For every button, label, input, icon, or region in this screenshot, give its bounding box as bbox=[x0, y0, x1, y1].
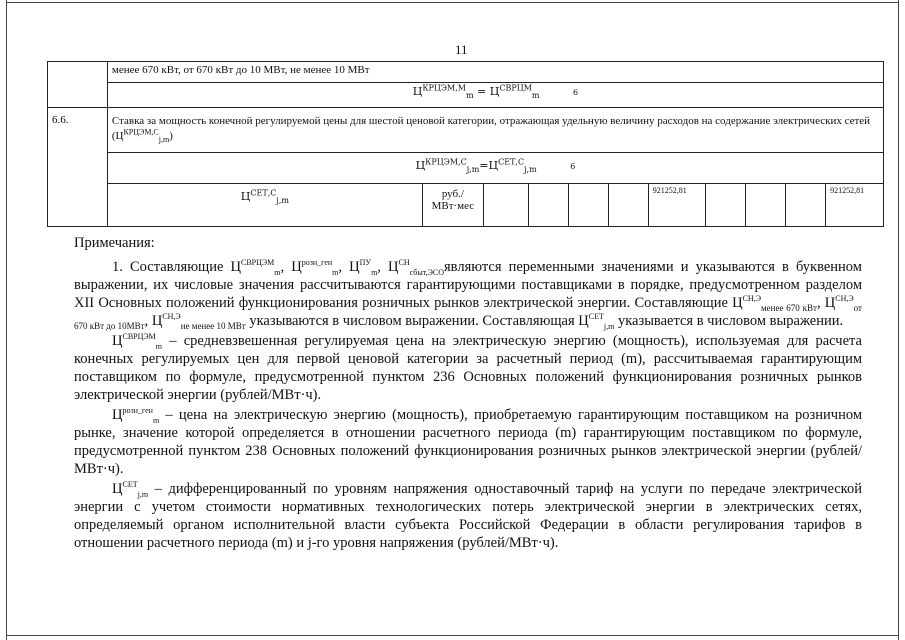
notes-heading: Примечания: bbox=[74, 235, 155, 251]
formula1-eq: = bbox=[473, 85, 490, 98]
formula2-a-sup: КРЦЭМ,С bbox=[425, 157, 467, 167]
note2-text: – средневзвешенная регулируемая цена на электрическую энергию (мощность), используемая для расчета конечных регулируемых цен для первой ценовой категории за расчетный период (m), рассчитываемая гарантирующим поставщиком по формуле, предусмотренной пунктом 236 Основных положений функционирования розничных рынков электрической энергии (рублей/МВт·ч). bbox=[74, 333, 862, 403]
note1-text-a: 1. Составляющие Ц bbox=[112, 259, 241, 275]
data-row-sym-sub: j,m bbox=[276, 196, 289, 206]
formula1-symbol-b: Ц bbox=[489, 85, 500, 98]
row-prev-text: менее 670 кВт, от 670 кВт до 10 МВт, не менее 10 МВт bbox=[107, 62, 883, 83]
formula1-a-sup: КРЦЭМ,М bbox=[422, 83, 466, 93]
page-number: 11 bbox=[455, 42, 468, 57]
formula2-a-sub: j,m bbox=[466, 165, 480, 175]
note1-sym8-sup: СЕТ bbox=[588, 312, 604, 322]
note1-sym1-sup: СВРЦЭМ bbox=[240, 258, 275, 268]
formula-row-2 bbox=[107, 153, 883, 184]
table-cell-empty bbox=[528, 184, 568, 227]
note4-sym-sub: j,m bbox=[137, 489, 149, 499]
note1-sep2: , Ц bbox=[338, 259, 360, 275]
note-paragraph-3 bbox=[74, 406, 862, 478]
note1-sep1: , Ц bbox=[280, 259, 302, 275]
note1-sep3: , Ц bbox=[377, 259, 399, 275]
note1-sym2-sup: розн_ген bbox=[301, 258, 333, 268]
note1-sym7-sup: СН,Э bbox=[162, 312, 181, 322]
table-row bbox=[48, 83, 884, 108]
tariff-table bbox=[47, 61, 884, 227]
formula1-symbol-a: Ц bbox=[412, 85, 423, 98]
note4-text: – дифференцированный по уровням напряжения одноставочный тариф на услуги по передаче электрической энергии с учетом стоимости нормативных технологических потерь электрической энергии в электрических сетях, определяемый органом исполнительной власти субъекта Российской Федерации в области регулирования тарифов в отношении расчетного периода (m) и j-го уровня напряжения (рублей/МВт·ч). bbox=[74, 481, 862, 551]
notes-body bbox=[74, 258, 862, 554]
note4-sym-sup: СЕТ bbox=[122, 480, 138, 490]
table-cell-empty bbox=[48, 62, 108, 108]
note1-sym7-sub: не менее 10 МВт bbox=[180, 320, 246, 331]
formula-row-1 bbox=[107, 83, 883, 108]
note1-sym8-sub: j,m bbox=[603, 321, 615, 331]
data-row-sym-sup: СЕТ,С bbox=[250, 188, 277, 198]
formula1-a-sub: m bbox=[465, 91, 474, 101]
formula2-b-sub: j,m bbox=[524, 165, 537, 175]
table-row bbox=[48, 62, 884, 83]
table-cell-empty bbox=[483, 184, 528, 227]
note3-sym-sub: m bbox=[152, 415, 160, 425]
note1-sep5: , Ц bbox=[816, 295, 836, 311]
row66-text: Ставка за мощность конечной регулируемой цены для шестой ценовой категории, отражающая удельную величину расходов на содержание электрических сетей (Ц bbox=[111, 115, 871, 142]
note2-symbol: Ц bbox=[112, 333, 123, 349]
row66-sym-sub: j,m bbox=[158, 135, 170, 145]
value-cell-2: 921252,81 bbox=[826, 184, 884, 227]
note-paragraph-4 bbox=[74, 480, 862, 552]
formula2-b-sup: СЕТ,С bbox=[498, 157, 525, 167]
formula1-b-sub: m bbox=[531, 91, 540, 101]
table-row bbox=[48, 184, 884, 227]
note3-symbol: Ц bbox=[112, 407, 123, 423]
note1-text-c: указываются в числовом выражении. Составляющая Ц bbox=[245, 313, 589, 329]
note3-text: – цена на электрическую энергию (мощность), приобретаемую гарантирующим поставщиком на розничном рынке, значение которой определяется в отношении расчетного периода (m) гарантирующим поставщиком по формуле, предусмотренной пунктом 238 Основных положений функционирования розничных рынков электрической энергии (рублей/МВт·ч). bbox=[74, 407, 862, 477]
table-row bbox=[48, 108, 884, 153]
note-paragraph-2 bbox=[74, 332, 862, 404]
table-cell-empty bbox=[608, 184, 648, 227]
note1-sym4-sub: сбыт,ЭСО bbox=[409, 267, 445, 277]
note2-sym-sup: СВРЦЭМ bbox=[122, 332, 156, 342]
note3-sym-sup: розн_ген bbox=[122, 406, 153, 416]
data-row-sym: Ц bbox=[240, 190, 251, 203]
note2-sym-sub: m bbox=[155, 341, 163, 351]
note1-sym5-sub: менее 670 кВт bbox=[760, 302, 817, 313]
formula1-ref: 6 bbox=[573, 88, 579, 97]
value-cell-1: 921252,81 bbox=[648, 184, 706, 227]
formula2-eq: = bbox=[479, 159, 489, 172]
note1-sep6: , Ц bbox=[144, 313, 163, 329]
formula2-symbol-a: Ц bbox=[415, 159, 426, 172]
table-cell-empty bbox=[786, 184, 826, 227]
unit-cell: руб./ МВт·мес bbox=[422, 184, 483, 227]
page-frame-top bbox=[6, 2, 898, 3]
table-cell-empty bbox=[706, 184, 746, 227]
table-cell-empty bbox=[568, 184, 608, 227]
note1-sym2-sub: m bbox=[332, 267, 339, 277]
note1-sym5-sup: СН,Э bbox=[742, 294, 761, 304]
note1-sym4-sup: СН bbox=[398, 258, 410, 268]
row66-description bbox=[107, 108, 883, 153]
note-paragraph-1 bbox=[74, 258, 862, 330]
note1-sym6-sup: СН,Э bbox=[835, 294, 854, 304]
row-number: 6.6. bbox=[48, 108, 108, 227]
note1-sym3-sub: m bbox=[371, 267, 378, 277]
data-row-symbol bbox=[107, 184, 422, 227]
note1-text-d: указывается в числовом выражении. bbox=[614, 313, 844, 329]
table-cell-empty bbox=[746, 184, 786, 227]
note1-sym3-sup: ПУ bbox=[359, 258, 372, 268]
formula2-symbol-b: Ц bbox=[488, 159, 499, 172]
note4-symbol: Ц bbox=[112, 481, 123, 497]
note1-text-b: являются переменными значениями и указываются в буквенном выражении, их числовые значения рассчитываются гарантирующими поставщиками в порядке, предусмотренном разделом XII Основных положений функционирования розничных рынков электрической энергии. Составляющие Ц bbox=[74, 259, 862, 311]
page-frame-left bbox=[6, 0, 7, 640]
page-frame-right bbox=[898, 0, 899, 640]
row66-text-end: ) bbox=[169, 130, 173, 142]
formula2-ref: 6 bbox=[570, 162, 576, 171]
table-row bbox=[48, 153, 884, 184]
note1-sym6-sub: от 670 кВт до 10МВт bbox=[74, 302, 862, 331]
formula1-b-sup: СВРЦМ bbox=[499, 83, 532, 93]
row66-sym-sup: КРЦЭМ,С bbox=[123, 127, 159, 137]
page-frame-bottom bbox=[6, 635, 898, 636]
note1-sym1-sub: m bbox=[274, 267, 281, 277]
